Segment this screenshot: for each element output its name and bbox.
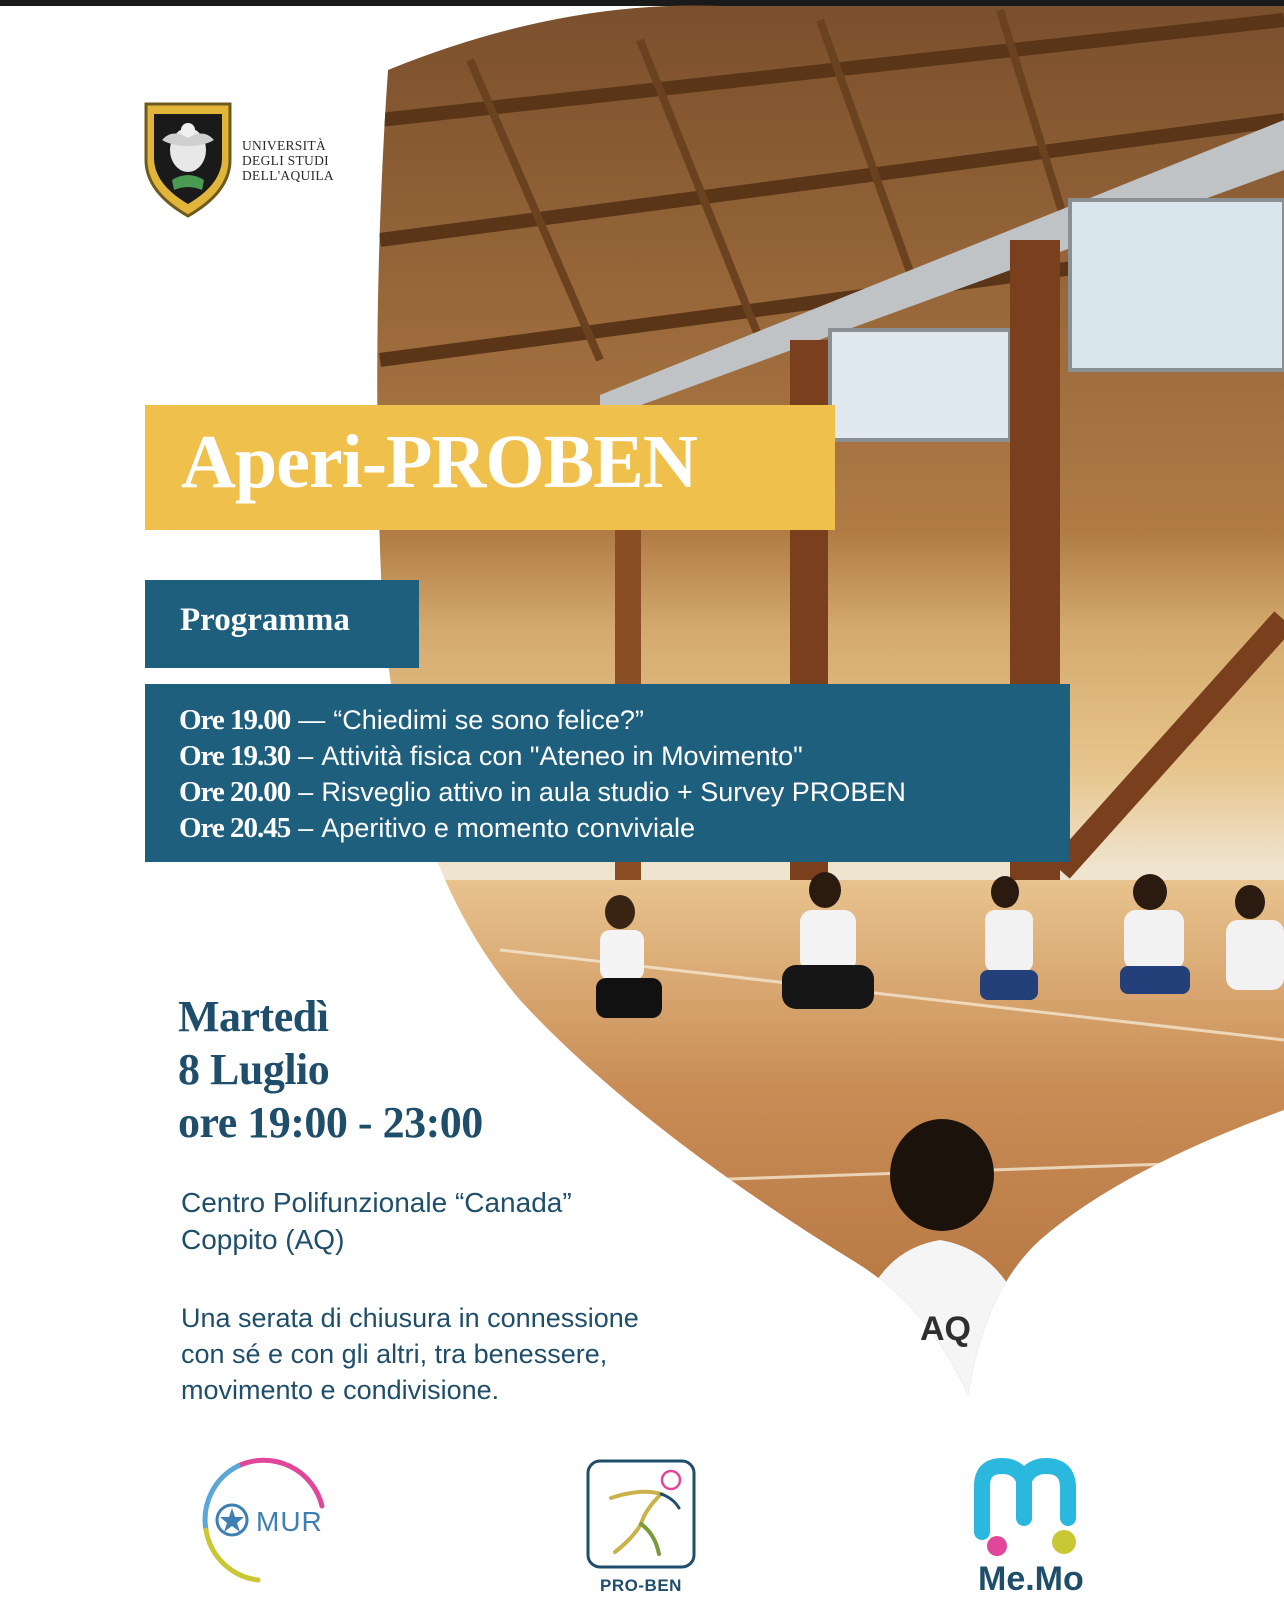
event-venue <box>181 1184 572 1258</box>
schedule-activity: Attività fisica con "Ateneo in Movimento" <box>321 741 803 771</box>
university-crest-icon <box>142 100 234 218</box>
description-line: con sé e con gli altri, tra benessere, <box>181 1339 608 1369</box>
schedule-time: Ore 20.45 <box>179 812 291 844</box>
event-title: Aperi-PROBEN <box>181 420 697 504</box>
schedule-row <box>179 810 906 846</box>
title-banner <box>145 405 835 530</box>
venue-location: Coppito (AQ) <box>181 1224 345 1255</box>
proben-runner-icon <box>585 1458 697 1570</box>
proben-label: PRO-BEN <box>600 1576 682 1595</box>
university-line-3: DELL'AQUILA <box>242 168 334 183</box>
event-date <box>178 990 483 1149</box>
memo-label: Me.Mo <box>978 1560 1084 1598</box>
schedule-activity: “Chiedimi se sono felice?” <box>333 705 644 735</box>
memo-m-icon <box>974 1458 1084 1558</box>
description-line: movimento e condivisione. <box>181 1375 500 1405</box>
programma-label: Programma <box>180 602 350 638</box>
event-day: Martedì <box>178 992 329 1041</box>
venue-name: Centro Polifunzionale “Canada” <box>181 1187 572 1218</box>
schedule-list <box>179 702 906 846</box>
schedule-row <box>179 702 906 738</box>
university-logo <box>142 100 352 218</box>
event-time: ore 19:00 - 23:00 <box>178 1098 483 1147</box>
schedule-activity: Aperitivo e momento conviviale <box>321 813 695 843</box>
proben-logo <box>585 1458 697 1598</box>
programma-tab <box>145 580 419 668</box>
schedule-dash: – <box>298 777 314 807</box>
university-line-2: DEGLI STUDI <box>242 153 329 168</box>
schedule-time: Ore 19.30 <box>179 740 291 772</box>
schedule-row <box>179 774 906 810</box>
schedule-panel <box>145 684 1070 862</box>
schedule-dash: – <box>298 813 314 843</box>
shirt-print: AQ <box>920 1310 971 1348</box>
memo-logo <box>974 1458 1084 1598</box>
schedule-time: Ore 20.00 <box>179 776 291 808</box>
event-description <box>181 1300 639 1408</box>
schedule-row <box>179 738 906 774</box>
description-line: Una serata di chiusura in connessione <box>181 1303 639 1333</box>
university-name <box>242 138 334 183</box>
schedule-time: Ore 19.00 <box>179 704 291 736</box>
mur-label: MUR <box>256 1506 323 1537</box>
mur-logo <box>198 1456 338 1586</box>
event-date-day: 8 Luglio <box>178 1045 330 1094</box>
schedule-activity: Risveglio attivo in aula studio + Survey PROBEN <box>321 777 906 807</box>
university-line-1: UNIVERSITÀ <box>242 138 326 153</box>
schedule-dash: – <box>298 741 314 771</box>
schedule-dash: — <box>298 705 326 735</box>
